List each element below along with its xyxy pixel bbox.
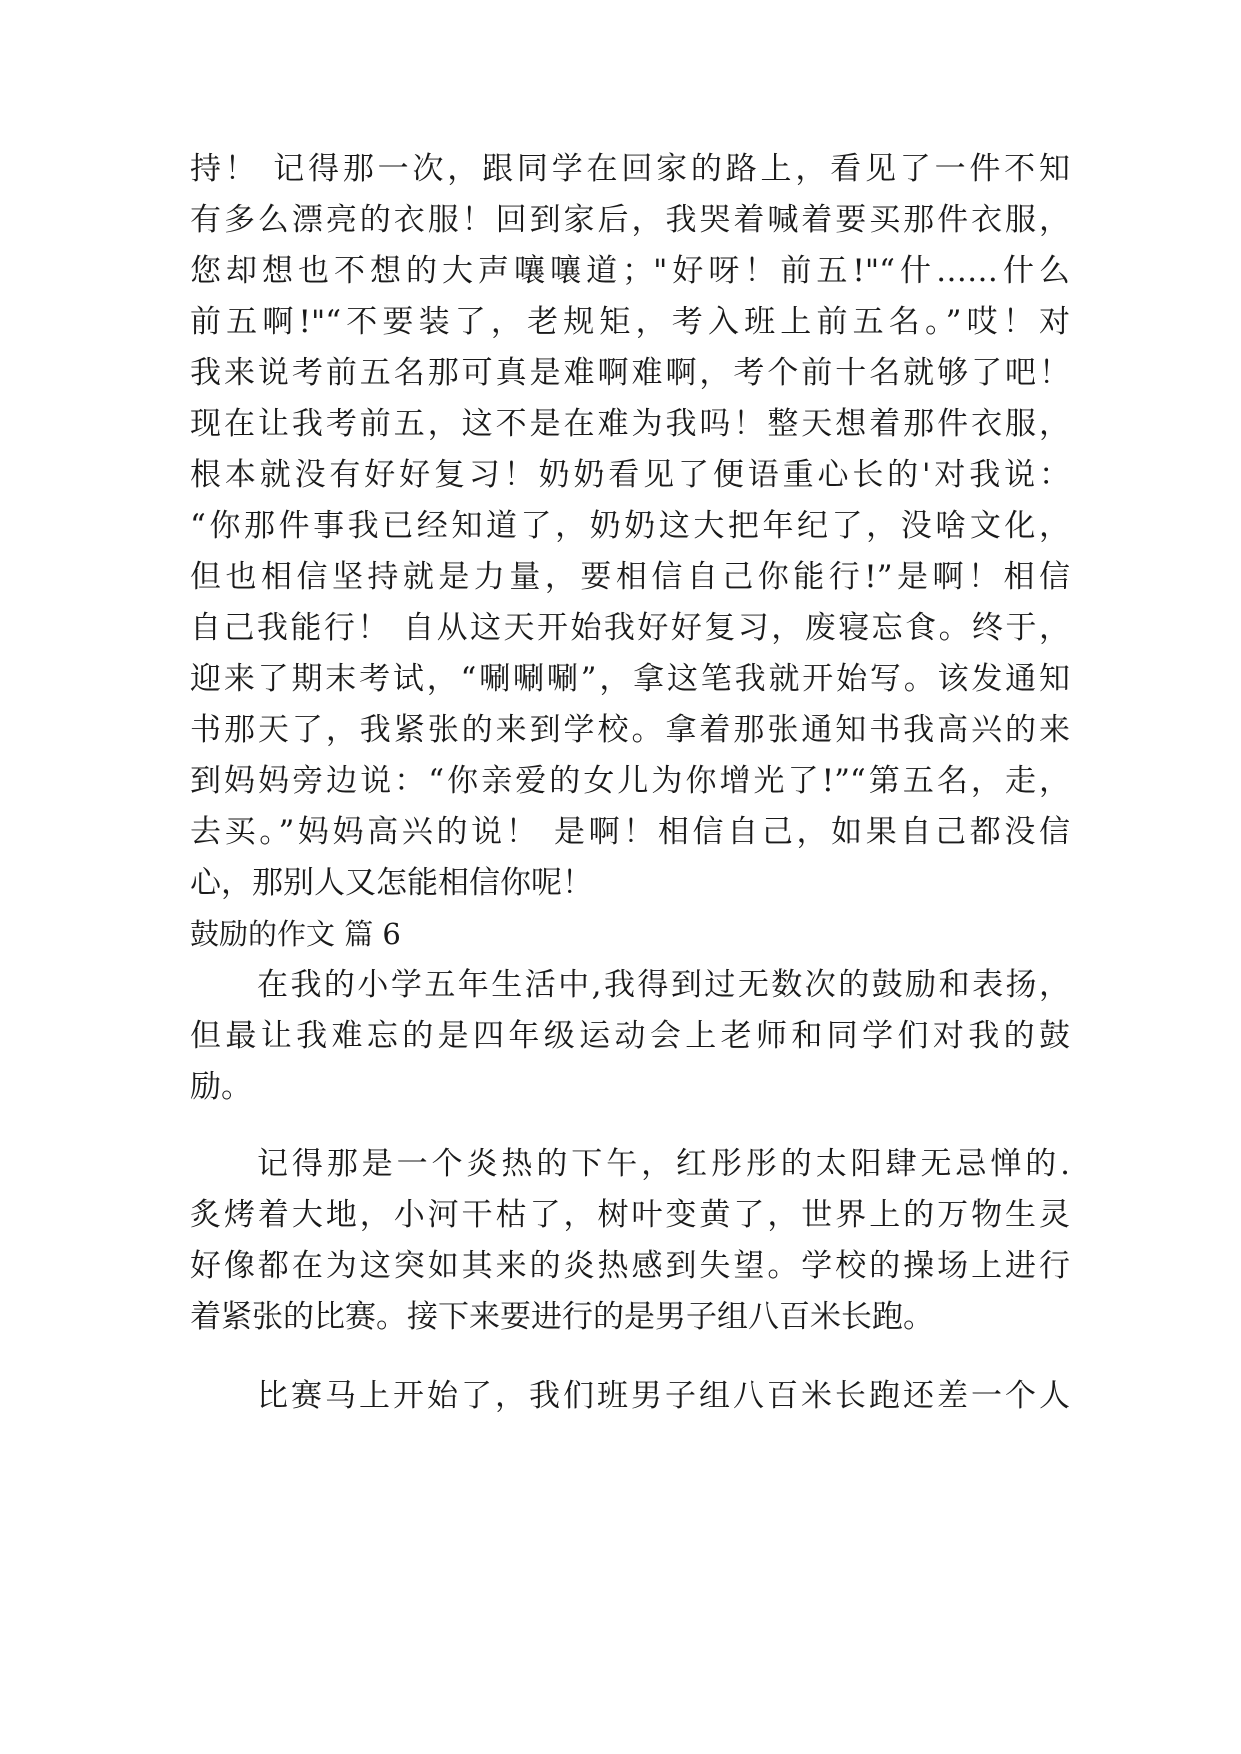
text-line: 我来说考前五名那可真是难啊难啊，考个前十名就够了吧！: [190, 355, 1070, 391]
text-line: 有多么漂亮的衣服！回到家后，我哭着喊着要买那件衣服，: [190, 202, 1070, 238]
text-line: 根本就没有好好复习！奶奶看见了便语重心长的'对我说：: [190, 457, 1070, 493]
text-line: 炙烤着大地，小河干枯了，树叶变黄了，世界上的万物生灵: [190, 1197, 1070, 1233]
text-line: 您却想也不想的大声嚷嚷道；"好呀！前五!"“什……什么: [190, 253, 1070, 289]
text-line: 自己我能行！ 自从这天开始我好好复习，废寝忘食。终于，: [190, 610, 1070, 646]
text-line: 励。: [190, 1069, 252, 1105]
text-line: 现在让我考前五，这不是在难为我吗！整天想着那件衣服，: [190, 406, 1070, 442]
text-line: 在我的小学五年生活中,我得到过无数次的鼓励和表扬，: [257, 967, 1070, 1003]
text-line: 前五啊!"“不要装了，老规矩，考入班上前五名。”哎！对: [190, 304, 1070, 340]
text-line: “你那件事我已经知道了，奶奶这大把年纪了，没啥文化，: [190, 508, 1070, 544]
text-line: 书那天了，我紧张的来到学校。拿着那张通知书我高兴的来: [190, 712, 1070, 748]
text-line: 迎来了期末考试，“唰唰唰”，拿这笔我就开始写。该发通知: [190, 661, 1070, 697]
text-line: 但最让我难忘的是四年级运动会上老师和同学们对我的鼓: [190, 1018, 1070, 1054]
text-line: 比赛马上开始了，我们班男子组八百米长跑还差一个人: [257, 1378, 1070, 1414]
section-heading: 鼓励的作文 篇 6: [190, 917, 401, 951]
text-line: 着紧张的比赛。接下来要进行的是男子组八百米长跑。: [190, 1299, 934, 1335]
text-line: 到妈妈旁边说：“你亲爱的女儿为你增光了!”“第五名，走，: [190, 763, 1070, 799]
text-line: 好像都在为这突如其来的炎热感到失望。学校的操场上进行: [190, 1248, 1070, 1284]
text-line: 去买。”妈妈高兴的说！ 是啊！相信自己，如果自己都没信: [190, 814, 1070, 850]
text-line: 持！ 记得那一次，跟同学在回家的路上，看见了一件不知: [190, 151, 1070, 187]
text-line: 心，那别人又怎能相信你呢！: [190, 865, 593, 901]
text-line: 但也相信坚持就是力量，要相信自己你能行!”是啊！相信: [190, 559, 1070, 595]
text-line: 记得那是一个炎热的下午，红彤彤的太阳肆无忌惮的.: [257, 1146, 1070, 1182]
